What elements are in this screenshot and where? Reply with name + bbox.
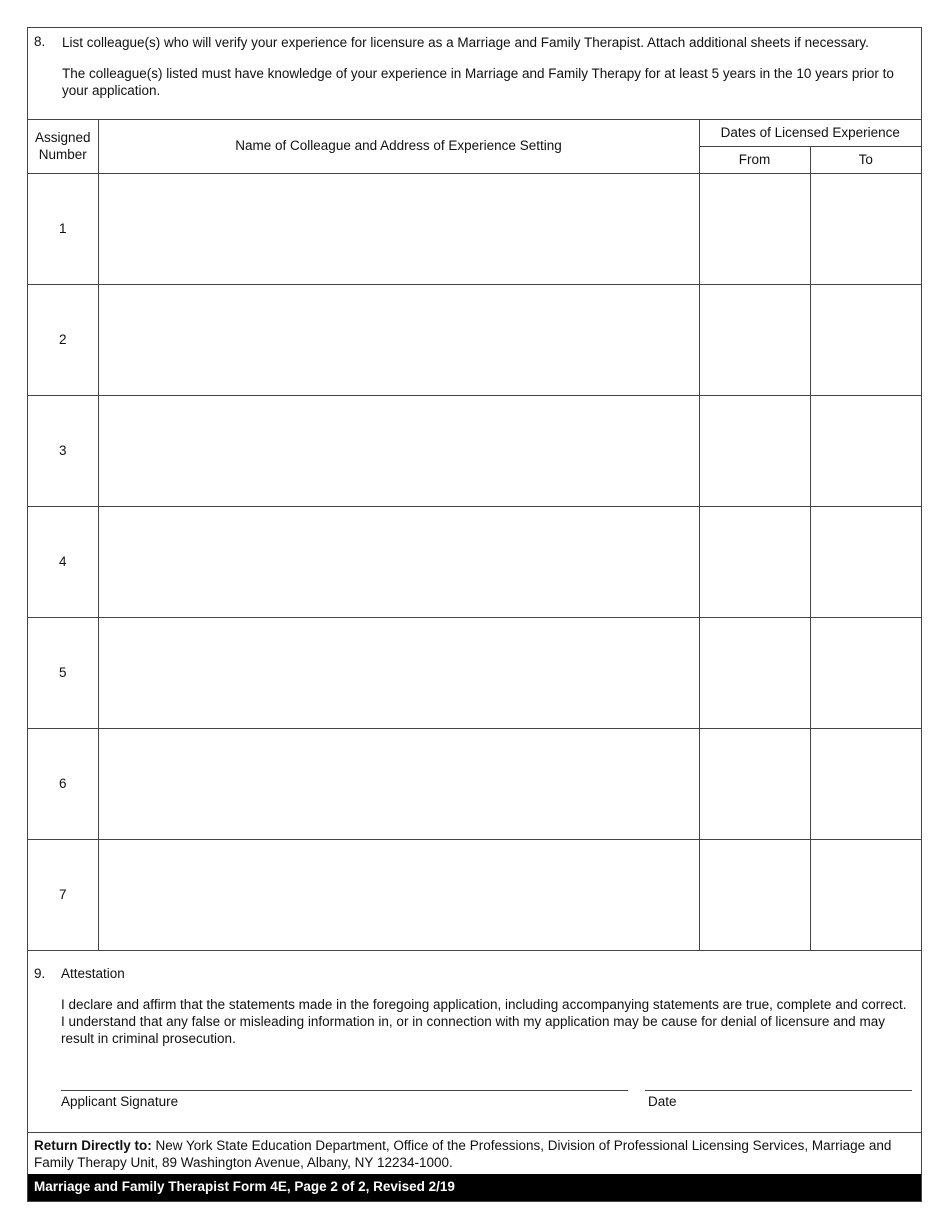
attestation-title: Attestation xyxy=(61,966,125,981)
section-9-attestation xyxy=(28,956,921,1132)
table-row xyxy=(28,173,921,284)
row-number: 2 xyxy=(28,284,98,395)
attestation-body: I declare and affirm that the statements made in the foregoing application, including accompanying statements are true, complete and correct. I understand that any false or misleading information in, or in connection with my application may be cause for denial of licensure and may result in criminal prosecution. xyxy=(61,997,907,1046)
row-number: 7 xyxy=(28,839,98,950)
row-number: 3 xyxy=(28,395,98,506)
signature-field[interactable] xyxy=(61,1090,628,1091)
return-address xyxy=(28,1132,921,1174)
header-assigned-number: Assigned Number xyxy=(28,119,98,173)
section-8 xyxy=(28,28,921,120)
header-colleague-name: Name of Colleague and Address of Experience Setting xyxy=(98,119,699,173)
row-number: 5 xyxy=(28,617,98,728)
form-footer: Marriage and Family Therapist Form 4E, Page 2 of 2, Revised 2/19 xyxy=(28,1174,921,1201)
table-row xyxy=(28,728,921,839)
section-8-number: 8. xyxy=(34,34,46,49)
colleague-name-field[interactable] xyxy=(98,284,699,395)
date-to-field[interactable] xyxy=(810,506,921,617)
header-to: To xyxy=(810,146,921,173)
date-to-field[interactable] xyxy=(810,728,921,839)
section-8-instruction: List colleague(s) who will verify your experience for licensure as a Marriage and Family Therapist. Attach additional sheets if necessary. xyxy=(62,35,869,50)
header-dates: Dates of Licensed Experience xyxy=(699,119,921,146)
table-row xyxy=(28,506,921,617)
colleague-name-field[interactable] xyxy=(98,617,699,728)
date-from-field[interactable] xyxy=(699,395,810,506)
colleague-name-field[interactable] xyxy=(98,395,699,506)
table-row xyxy=(28,395,921,506)
colleague-name-field[interactable] xyxy=(98,839,699,950)
section-9-number: 9. xyxy=(34,966,46,981)
return-label: Return Directly to: xyxy=(34,1138,152,1153)
signature-label: Applicant Signature xyxy=(61,1094,179,1109)
date-to-field[interactable] xyxy=(810,839,921,950)
date-from-field[interactable] xyxy=(699,839,810,950)
return-address-text: New York State Education Department, Office of the Professions, Division of Professional Licensing Services, Marriage and Family Therapy Unit, 89 Washington Avenue, Albany, NY 12234-1000. xyxy=(34,1138,892,1170)
table-row xyxy=(28,839,921,950)
colleague-table xyxy=(28,119,921,951)
table-row xyxy=(28,617,921,728)
colleague-name-field[interactable] xyxy=(98,728,699,839)
date-from-field[interactable] xyxy=(699,506,810,617)
table-row xyxy=(28,284,921,395)
date-to-field[interactable] xyxy=(810,284,921,395)
row-number: 6 xyxy=(28,728,98,839)
date-from-field[interactable] xyxy=(699,284,810,395)
colleague-name-field[interactable] xyxy=(98,173,699,284)
date-from-field[interactable] xyxy=(699,173,810,284)
colleague-name-field[interactable] xyxy=(98,506,699,617)
row-number: 1 xyxy=(28,173,98,284)
date-label: Date xyxy=(648,1094,677,1109)
date-to-field[interactable] xyxy=(810,617,921,728)
date-from-field[interactable] xyxy=(699,728,810,839)
date-field[interactable] xyxy=(645,1090,912,1091)
date-to-field[interactable] xyxy=(810,173,921,284)
form-page xyxy=(27,27,922,1202)
section-8-requirement: The colleague(s) listed must have knowledge of your experience in Marriage and Family Therapy for at least 5 years in the 10 years prior to your application. xyxy=(62,66,894,98)
date-to-field[interactable] xyxy=(810,395,921,506)
date-from-field[interactable] xyxy=(699,617,810,728)
row-number: 4 xyxy=(28,506,98,617)
header-from: From xyxy=(699,146,810,173)
